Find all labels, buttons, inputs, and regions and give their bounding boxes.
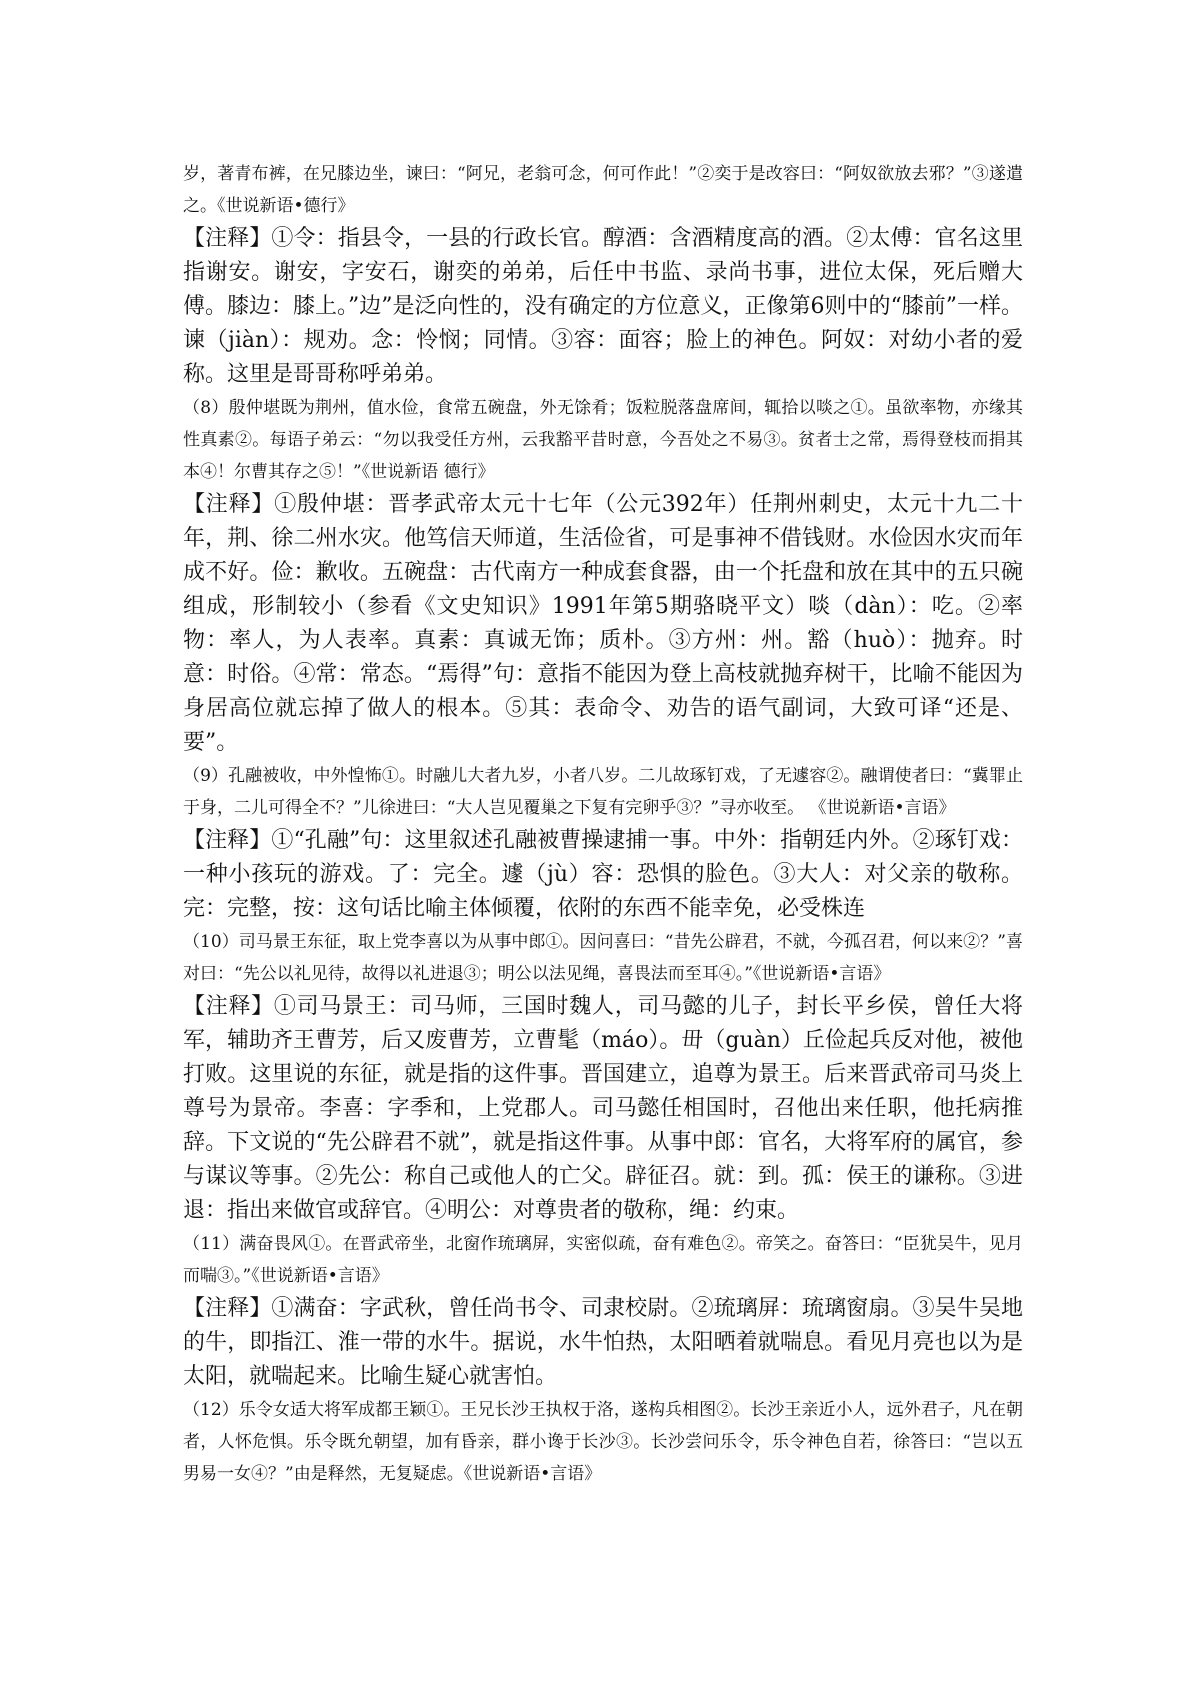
annotation-8: 【注释】①殷仲堪：晋孝武帝太元十七年（公元392年）任荆州刺史，太元十九二十年，荆、徐二州水灾。他笃信天师道，生活俭省，可是事神不借钱财。水俭因水灾而年成不好。俭：歉收。五碗盘：古代南方一种成套食器，由一个托盘和放在其中的五只碗组成，形制较小（参看《文史知识》1991年第5期骆晓平文）啖（dàn）：吃。②率物：率人，为人表率。真素：真诚无饰；质朴。③方州：州。豁（huò）：抛弃。时意：时俗。④常：常态。“焉得”句：意指不能因为登上高枝就抛弃树干，比喻不能因为身居高位就忘掉了做人的根本。⑤其：表命令、劝告的语气副词，大致可译“还是、要”。 bbox=[183, 492, 1023, 755]
passage-7-continuation: 岁，著青布裤，在兄膝边坐，谏曰：“阿兄，老翁可念，何可作此！”②奕于是改容曰：“阿奴欲放去邪？”③遂遣之。《世说新语•德行》 bbox=[183, 164, 1023, 216]
passage-9: （9）孔融被收，中外惶怖①。时融儿大者九岁，小者八岁。二儿故琢钉戏，了无遽容②。融谓使者曰：“冀罪止于身，二儿可得全不？”儿徐进曰：“大人岂见覆巢之下复有完卵乎③？”寻亦收至。 《世说新语•言语》 bbox=[183, 766, 1023, 818]
document-page bbox=[183, 158, 1023, 1490]
passage-10: （10）司马景王东征，取上党李喜以为从事中郎①。因问喜曰：“昔先公辟君，不就，今孤召君，何以来②？”喜对曰：“先公以礼见待，故得以礼进退③；明公以法见绳，喜畏法而至耳④。”《世说新语•言语》 bbox=[183, 932, 1023, 984]
annotation-11: 【注释】①满奋：字武秋，曾任尚书令、司隶校尉。②琉璃屏：琉璃窗扇。③吴牛吴地的牛，即指江、淮一带的水牛。据说，水牛怕热，太阳晒着就喘息。看见月亮也以为是太阳，就喘起来。比喻生疑心就害怕。 bbox=[183, 1296, 1023, 1389]
passage-12: （12）乐令女适大将军成都王颖①。王兄长沙王执权于洛，遂构兵相图②。长沙王亲近小人，远外君子，凡在朝者，人怀危惧。乐令既允朝望，加有昏亲，群小谗于长沙③。长沙尝问乐令，乐令神色自若，徐答曰：“岂以五男易一女④？”由是释然，无复疑虑。《世说新语•言语》 bbox=[183, 1400, 1023, 1484]
passage-8: （8）殷仲堪既为荆州，值水俭，食常五碗盘，外无馀肴；饭粒脱落盘席间，辄拾以啖之①。虽欲率物，亦缘其性真素②。每语子弟云：“勿以我受任方州，云我豁平昔时意，今吾处之不易③。贫者士之常，焉得登枝而捐其本④！尔曹其存之⑤！”《世说新语 德行》 bbox=[183, 398, 1023, 482]
annotation-7: 【注释】①令：指县令，一县的行政长官。醇酒：含酒精度高的酒。②太傅：官名这里指谢安。谢安，字安石，谢奕的弟弟，后任中书监、录尚书事，进位太保，死后赠大傅。膝边：膝上。”边”是泛向性的，没有确定的方位意义，正像第6则中的“膝前”一样。谏（jiàn）：规劝。念：怜悯；同情。③容：面容；脸上的神色。阿奴：对幼小者的爱称。这里是哥哥称呼弟弟。 bbox=[183, 226, 1023, 387]
passage-11: （11）满奋畏风①。在晋武帝坐，北窗作琉璃屏，实密似疏，奋有难色②。帝笑之。奋答曰：“臣犹吴牛，见月而喘③。”《世说新语•言语》 bbox=[183, 1234, 1023, 1286]
annotation-9: 【注释】①“孔融”句：这里叙述孔融被曹操逮捕一事。中外：指朝廷内外。②琢钉戏：一种小孩玩的游戏。了：完全。遽（jù）容：恐惧的脸色。③大人：对父亲的敬称。完：完整，按：这句话比喻主体倾覆，依附的东西不能幸免，必受株连 bbox=[183, 828, 1023, 921]
annotation-10: 【注释】①司马景王：司马师，三国时魏人，司马懿的儿子，封长平乡侯，曾任大将军，辅助齐王曹芳，后又废曹芳，立曹髦（máo）。毌（guàn）丘俭起兵反对他，被他打败。这里说的东征，就是指的这件事。晋国建立，追尊为景王。后来晋武帝司马炎上尊号为景帝。李喜：字季和，上党郡人。司马懿任相国时，召他出来任职，他托病推辞。下文说的“先公辟君不就”，就是指这件事。从事中郎：官名，大将军府的属官，参与谋议等事。②先公：称自己或他人的亡父。辟征召。就：到。孤：侯王的谦称。③进退：指出来做官或辞官。④明公：对尊贵者的敬称，绳：约束。 bbox=[183, 994, 1023, 1223]
